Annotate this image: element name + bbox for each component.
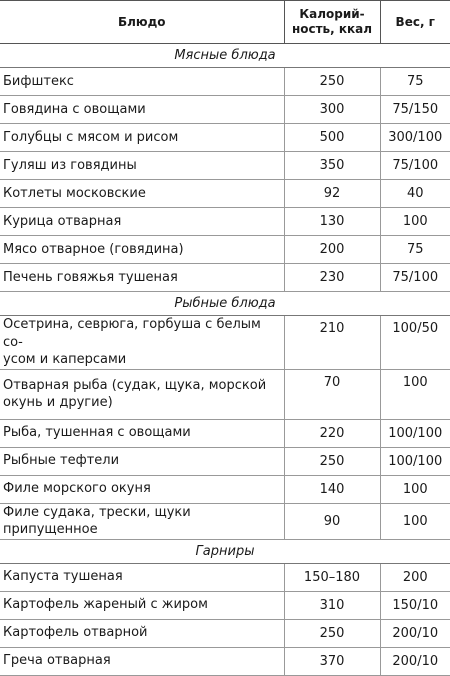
table-row [0, 152, 450, 180]
dish-calories: 140 [284, 475, 380, 503]
dish-calories: 250 [284, 619, 380, 647]
dish-weight: 75/150 [380, 96, 450, 124]
section-row [0, 539, 450, 563]
table-row [0, 591, 450, 619]
dish-calories: 300 [284, 96, 380, 124]
table-header [0, 1, 450, 44]
dish-weight: 100/100 [380, 419, 450, 447]
dish-weight: 300/100 [380, 124, 450, 152]
dish-calories: 250 [284, 447, 380, 475]
table-row [0, 647, 450, 675]
dish-name: Филе морского окуня [0, 475, 284, 503]
section-title: Рыбные блюда [0, 292, 450, 316]
table-row [0, 369, 450, 419]
dish-name: Котлеты московские [0, 180, 284, 208]
dish-name: Отварная рыба (судак, щука, морской окунь и другие) [0, 369, 284, 419]
table-row [0, 264, 450, 292]
table-row [0, 68, 450, 96]
dish-name: Голубцы с мясом и рисом [0, 124, 284, 152]
table-row [0, 208, 450, 236]
table-row [0, 563, 450, 591]
dish-name: Филе судака, трески, щуки припущенное [0, 503, 284, 539]
section-title: Мясные блюда [0, 44, 450, 68]
table-row [0, 419, 450, 447]
dish-weight: 100 [380, 369, 450, 419]
dish-calories: 200 [284, 236, 380, 264]
dish-calories: 250 [284, 68, 380, 96]
dish-weight: 150/10 [380, 591, 450, 619]
table-body [0, 44, 450, 676]
dish-weight: 75/100 [380, 264, 450, 292]
dish-weight: 100/100 [380, 447, 450, 475]
dish-calories: 150–180 [284, 563, 380, 591]
dish-weight: 100 [380, 208, 450, 236]
table-row [0, 124, 450, 152]
header-weight: Вес, г [380, 1, 450, 44]
dish-name: Капуста тушеная [0, 563, 284, 591]
table-row [0, 503, 450, 539]
dish-calories: 310 [284, 591, 380, 619]
dish-weight: 75/100 [380, 152, 450, 180]
dish-calories: 370 [284, 647, 380, 675]
table-row [0, 475, 450, 503]
header-calories: Калорий- ность, ккал [284, 1, 380, 44]
dish-calories: 230 [284, 264, 380, 292]
dish-weight: 75 [380, 236, 450, 264]
table-row [0, 316, 450, 370]
dish-calories: 500 [284, 124, 380, 152]
table-row [0, 619, 450, 647]
dish-name: Мясо отварное (говядина) [0, 236, 284, 264]
dish-weight: 200/10 [380, 647, 450, 675]
section-row [0, 44, 450, 68]
dish-calories: 210 [284, 316, 380, 370]
dish-calories: 350 [284, 152, 380, 180]
dish-calories: 70 [284, 369, 380, 419]
dish-weight: 200 [380, 563, 450, 591]
section-row [0, 292, 450, 316]
dish-name: Говядина с овощами [0, 96, 284, 124]
dish-name: Курица отварная [0, 208, 284, 236]
section-title: Гарниры [0, 539, 450, 563]
dish-weight: 75 [380, 68, 450, 96]
table-row [0, 236, 450, 264]
dish-name: Картофель отварной [0, 619, 284, 647]
table-row [0, 180, 450, 208]
dish-weight: 100/50 [380, 316, 450, 370]
dish-name: Печень говяжья тушеная [0, 264, 284, 292]
dish-calories: 130 [284, 208, 380, 236]
dish-name: Рыба, тушенная с овощами [0, 419, 284, 447]
table-row [0, 447, 450, 475]
dish-calories: 220 [284, 419, 380, 447]
header-dish: Блюдо [0, 1, 284, 44]
dish-name: Греча отварная [0, 647, 284, 675]
table-row [0, 96, 450, 124]
dish-calories: 90 [284, 503, 380, 539]
dish-weight: 40 [380, 180, 450, 208]
dish-weight: 100 [380, 503, 450, 539]
dish-name: Рыбные тефтели [0, 447, 284, 475]
dish-name: Гуляш из говядины [0, 152, 284, 180]
dish-name: Картофель жареный с жиром [0, 591, 284, 619]
dish-weight: 200/10 [380, 619, 450, 647]
dish-calories: 92 [284, 180, 380, 208]
dish-weight: 100 [380, 475, 450, 503]
dish-name: Бифштекс [0, 68, 284, 96]
dish-name: Осетрина, севрюга, горбуша с белым со- усом и каперсами [0, 316, 284, 370]
